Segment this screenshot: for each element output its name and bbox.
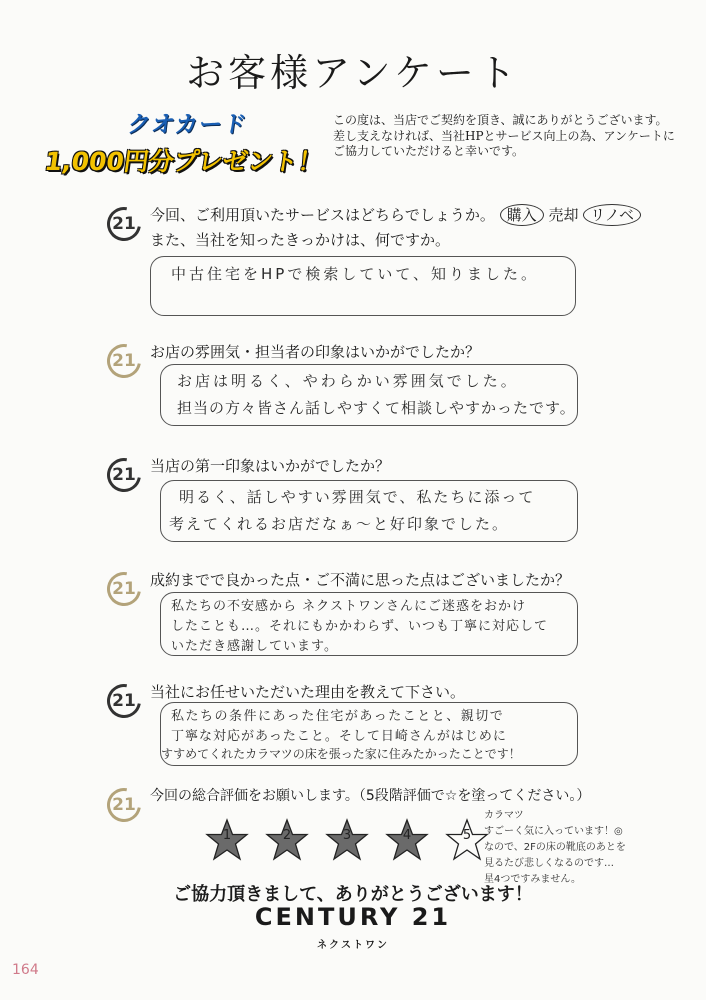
- century21-badge-icon: 21: [100, 451, 147, 498]
- century21-badge-icon: 21: [100, 677, 147, 724]
- question-1b-text: また、当社を知ったきっかけは、何ですか。: [150, 231, 451, 249]
- brand-subname: ネクストワン: [317, 940, 389, 951]
- answer-4-line: いただき感謝しています。: [171, 639, 338, 654]
- answer-2-line: 担当の方々皆さん話しやすくて相談しやすかったです。: [177, 399, 576, 417]
- note-line: 星4つですみません。: [484, 874, 581, 885]
- answer-2-line: お店は明るく、やわらかい雰囲気でした。: [177, 372, 519, 390]
- star-number: 4: [402, 828, 412, 843]
- answer-5-line: すすめてくれたカラマツの床を張った家に住みたかったことです！: [161, 747, 521, 761]
- answer-1-line: 中古住宅をHPで検索していて、知りました。: [171, 265, 540, 283]
- answer-box-2[interactable]: [160, 364, 578, 426]
- answer-box-3[interactable]: [160, 480, 578, 542]
- question-4-text: 成約までで良かった点・ご不満に思った点はございましたか？: [150, 571, 571, 589]
- answer-3-line: 考えてくれるお店だなぁ〜と好印象でした。: [169, 515, 510, 533]
- star-number: 5: [462, 828, 472, 843]
- century21-badge-icon: 21: [100, 565, 147, 612]
- intro-line: ご協力していただけると幸いです。: [333, 144, 525, 158]
- option-purchase[interactable]: 購入: [500, 204, 544, 226]
- star-2[interactable]: [265, 818, 309, 862]
- question-5-text: 当社にお任せいただいた理由を教えて下さい。: [150, 683, 466, 701]
- star-5[interactable]: [445, 818, 489, 862]
- intro-line: この度は、当店でご契約を頂き、誠にありがとうございます。: [333, 113, 668, 127]
- brand-logo: CENTURY 21: [254, 903, 452, 931]
- answer-5-line: 私たちの条件にあった住宅があったことと、親切で: [171, 709, 505, 724]
- answer-3-line: 明るく、話しやすい雰囲気で、私たちに添って: [179, 488, 536, 506]
- answer-box-4[interactable]: [160, 592, 578, 656]
- answer-4-line: 私たちの不安感から ネクストワンさんにご迷惑をおかけ: [171, 599, 527, 614]
- answer-4-line: したことも…。それにもかかわらず、いつも丁寧に対応して: [171, 619, 548, 634]
- note-line: カラマツ: [484, 810, 524, 821]
- century21-badge-icon: 21: [100, 200, 147, 247]
- handwritten-note: [484, 808, 704, 888]
- note-line: なので、2Fの床の靴底のあとを: [484, 842, 626, 853]
- question-2-text: お店の雰囲気・担当者の印象はいかがでしたか？: [150, 343, 481, 361]
- question-1: [150, 203, 641, 227]
- option-sale[interactable]: 売却: [548, 206, 579, 224]
- intro-line: 差し支えなければ、当社HPとサービス向上の為、アンケートに: [333, 128, 675, 143]
- answer-box-1[interactable]: [150, 256, 576, 316]
- answer-box-5[interactable]: [160, 702, 578, 766]
- answer-5-line: 丁寧な対応があったこと。そして日崎さんがはじめに: [171, 729, 507, 744]
- century21-badge-icon: 21: [100, 337, 147, 384]
- page-title: お客様アンケート: [186, 51, 520, 95]
- promo-line-2: 1,000円分プレゼント！: [42, 147, 325, 176]
- option-renovation[interactable]: リノベ: [583, 204, 641, 226]
- star-1[interactable]: [205, 818, 249, 862]
- question-1-text: 今回、ご利用頂いたサービスはどちらでしょうか。: [150, 206, 495, 224]
- intro-text: [333, 113, 693, 160]
- rating-stars: [205, 818, 489, 862]
- star-3[interactable]: [325, 818, 369, 862]
- promo-line-1: クオカード: [125, 112, 249, 138]
- thanks-text: ご協力頂きまして、ありがとうございます！: [173, 884, 533, 905]
- note-line: 見るたび悲しくなるのです…: [484, 858, 614, 869]
- star-4[interactable]: [385, 818, 429, 862]
- page-mark: 164: [12, 962, 39, 978]
- question-3-text: 当店の第一印象はいかがでしたか？: [150, 457, 391, 475]
- star-number: 3: [342, 828, 352, 843]
- star-number: 1: [222, 828, 232, 843]
- star-number: 2: [282, 828, 292, 843]
- question-6-text: 今回の総合評価をお願いします。（5段階評価で☆を塗ってください。）: [150, 788, 591, 804]
- note-line: すごーく気に入っています！◎: [484, 826, 623, 837]
- century21-badge-icon: 21: [100, 781, 147, 828]
